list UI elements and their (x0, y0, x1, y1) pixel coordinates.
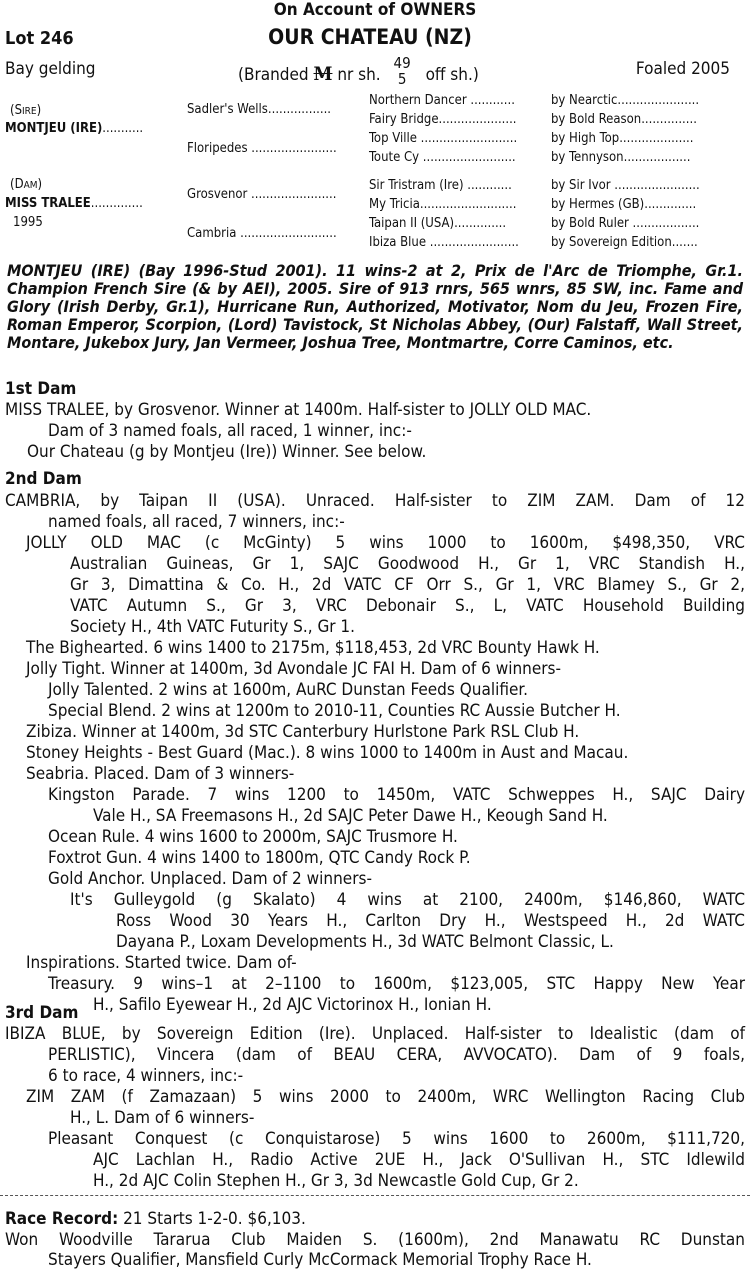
ggp-name: Northern Dancer ............ (369, 93, 515, 108)
second-dam-line: The Bighearted. 6 wins 1400 to 2175m, $118,453, 2d VRC Bounty Hawk H. (26, 638, 600, 658)
ggp-name: My Tricia.......................... (369, 197, 517, 212)
second-dam-line: Zibiza. Winner at 1400m, 3d STC Canterbury Hurlstone Park RSL Club H. (26, 722, 580, 742)
second-dam-line: Australian Guineas, Gr 1, SAJC Goodwood H., Gr 1, VRC Standish H., (70, 554, 745, 574)
race-record-line: Stayers Qualifier, Mansfield Curly McCormack Memorial Trophy Race H. (48, 1250, 592, 1270)
brand-near-shoulder: nr sh. (337, 65, 381, 85)
horse-name: OUR CHATEAU (NZ) (268, 25, 472, 49)
third-dam-heading: 3rd Dam (5, 1003, 79, 1023)
second-dam-heading: 2nd Dam (5, 469, 82, 489)
first-dam-line: Our Chateau (g by Montjeu (Ire)) Winner. See below. (27, 442, 427, 462)
sire-summary: MONTJEU (IRE) (Bay 1996-Stud 2001). 11 wins-2 at 2, Prix de l'Arc de Triomphe, Gr.1. Champion French Sire (& by AEI), 2005. Sire of 913 rnrs, 565 wnrs, 85 SW, inc. Fame and Glory (Irish Derby, Gr.1), Hurricane Run, Authorized, Motivator, Nom du Jeu, Frozen Fire, Roman Emperor, Scorpion, (Lord) Tavistock, St Nicholas Abbey, (Our) Falstaff, Wall Street, Montare, Jukebox Jury, Jan Vermeer, Joshua Tree, Montmartre, Corre Caminos, etc. (7, 261, 743, 352)
ggp-sire: by Nearctic...................... (551, 93, 700, 108)
second-dam-line: Dayana P., Loxam Developments H., 3d WATC Belmont Classic, L. (116, 932, 614, 952)
third-dam-line: AJC Lachlan H., Radio Active 2UE H., Jack O'Sullivan H., STC Idlewild (93, 1150, 745, 1170)
race-record-summary (5, 1209, 745, 1229)
ggp-name: Ibiza Blue ........................ (369, 235, 519, 250)
third-dam-line: IBIZA BLUE, by Sovereign Edition (Ire). Unplaced. Half-sister to Idealistic (dam of (5, 1024, 745, 1044)
brand-number (394, 55, 411, 87)
sex-colour: Bay gelding (5, 59, 96, 79)
second-dam-line: JOLLY OLD MAC (c McGinty) 5 wins 1000 to 1600m, $498,350, VRC (26, 533, 745, 553)
brand-num-top: 49 (393, 54, 411, 72)
vendor-account: On Account of OWNERS (273, 0, 477, 20)
brand-num-bottom: 5 (397, 70, 407, 88)
ggp-sire: by Bold Reason............... (551, 112, 697, 127)
third-dam-line: PERLISTIC), Vincera (dam of BEAU CERA, AVVOCATO). Dam of 9 foals, (48, 1045, 745, 1065)
brand-prefix: (Branded (238, 65, 309, 85)
grandsire-sire: Sadler's Wells................. (187, 102, 332, 117)
second-dam-line: Kingston Parade. 7 wins 1200 to 1450m, VATC Schweppes H., SAJC Dairy (48, 785, 745, 805)
second-dam-line: Seabria. Placed. Dam of 3 winners- (26, 764, 295, 784)
second-dam-line: CAMBRIA, by Taipan II (USA). Unraced. Half-sister to ZIM ZAM. Dam of 12 (5, 491, 745, 511)
second-dam-line: H., Safilo Eyewear H., 2d AJC Victorinox H., Ionian H. (93, 995, 492, 1015)
second-dam-line: Vale H., SA Freemasons H., 2d SAJC Peter Dawe H., Keough Sand H. (93, 806, 608, 826)
first-dam-line: Dam of 3 named foals, all raced, 1 winner, inc:- (48, 421, 412, 441)
ggp-sire: by Tennyson.................. (551, 150, 691, 165)
third-dam-line: 6 to race, 4 winners, inc:- (48, 1066, 244, 1086)
third-dam-line: H., 2d AJC Colin Stephen H., Gr 3, 3d Newcastle Gold Cup, Gr 2. (93, 1171, 579, 1191)
first-dam-heading: 1st Dam (5, 379, 77, 399)
second-dam-line: VATC Autumn S., Gr 3, VRC Debonair S., L, VATC Household Building (70, 596, 745, 616)
first-dam-line: MISS TRALEE, by Grosvenor. Winner at 1400m. Half-sister to JOLLY OLD MAC. (5, 400, 592, 420)
second-dam-line: Gold Anchor. Unplaced. Dam of 2 winners- (48, 869, 372, 889)
second-dam-line: Jolly Talented. 2 wins at 1600m, AuRC Dunstan Feeds Qualifier. (48, 680, 528, 700)
grandsire-dam: Grosvenor ....................... (187, 187, 337, 202)
second-dam-line: Foxtrot Gun. 4 wins 1400 to 1800m, QTC Candy Rock P. (48, 848, 471, 868)
second-dam-line: Ross Wood 30 Years H., Carlton Dry H., Westspeed H., 2d WATC (116, 911, 745, 931)
second-dam-line: Gr 3, Dimattina & Co. H., 2d VATC CF Orr S., Gr 1, VRC Blamey S., Gr 2, (70, 575, 745, 595)
dam-label: (DAM) (10, 177, 43, 192)
brand-mark-icon: M (313, 63, 333, 85)
race-record-value: 21 Starts 1-2-0. $6,103. (123, 1209, 306, 1229)
brand-info (238, 54, 479, 91)
ggp-sire: by Sir Ivor ....................... (551, 178, 700, 193)
second-dam-line: Jolly Tight. Winner at 1400m, 3d Avondale JC FAI H. Dam of 6 winners- (26, 659, 562, 679)
ggp-name: Fairy Bridge..................... (369, 112, 517, 127)
third-dam-line: Pleasant Conquest (c Conquistarose) 5 wins 1600 to 2600m, $111,720, (48, 1129, 745, 1149)
ggp-sire: by Hermes (GB).............. (551, 197, 697, 212)
dam-year: 1995 (13, 215, 43, 230)
ggp-name: Sir Tristram (Ire) ............ (369, 178, 512, 193)
ggp-sire: by High Top.................... (551, 131, 694, 146)
dam-name: MISS TRALEE.............. (5, 196, 143, 211)
third-dam-line: ZIM ZAM (f Zamazaan) 5 wins 2000 to 2400m, WRC Wellington Racing Club (26, 1087, 745, 1107)
second-dam-line: Treasury. 9 wins–1 at 2–1100 to 1600m, $123,005, STC Happy New Year (48, 974, 745, 994)
foaled-year: Foaled 2005 (635, 59, 730, 79)
ggp-sire: by Bold Ruler .................. (551, 216, 700, 231)
second-dam-line: Ocean Rule. 4 wins 1600 to 2000m, SAJC Trusmore H. (48, 827, 458, 847)
granddam-sire: Floripedes ....................... (187, 141, 337, 156)
race-record-line: Won Woodville Tararua Club Maiden S. (1600m), 2nd Manawatu RC Dunstan (5, 1230, 745, 1250)
second-dam-line: Special Blend. 2 wins at 1200m to 2010-11, Counties RC Aussie Butcher H. (48, 701, 621, 721)
ggp-name: Toute Cy ......................... (369, 150, 516, 165)
sire-name: MONTJEU (IRE)........... (5, 121, 144, 136)
sire-label: (SIRE) (10, 103, 42, 118)
ggp-name: Top Ville .......................... (369, 131, 518, 146)
ggp-sire: by Sovereign Edition....... (551, 235, 698, 250)
second-dam-line: Society H., 4th VATC Futurity S., Gr 1. (70, 617, 356, 637)
section-divider (0, 1195, 750, 1196)
third-dam-line: H., L. Dam of 6 winners- (70, 1108, 255, 1128)
granddam-dam: Cambria .......................... (187, 226, 337, 241)
second-dam-line: Inspirations. Started twice. Dam of- (26, 953, 297, 973)
ggp-name: Taipan II (USA).............. (369, 216, 507, 231)
lot-number: Lot 246 (5, 28, 74, 49)
second-dam-line: Stoney Heights - Best Guard (Mac.). 8 wins 1000 to 1400m in Aust and Macau. (26, 743, 629, 763)
second-dam-line: named foals, all raced, 7 winners, inc:- (48, 512, 345, 532)
race-record-label: Race Record: (5, 1209, 119, 1229)
second-dam-line: It's Gulleygold (g Skalato) 4 wins at 2100, 2400m, $146,860, WATC (70, 890, 745, 910)
brand-off-shoulder: off sh.) (425, 65, 479, 85)
